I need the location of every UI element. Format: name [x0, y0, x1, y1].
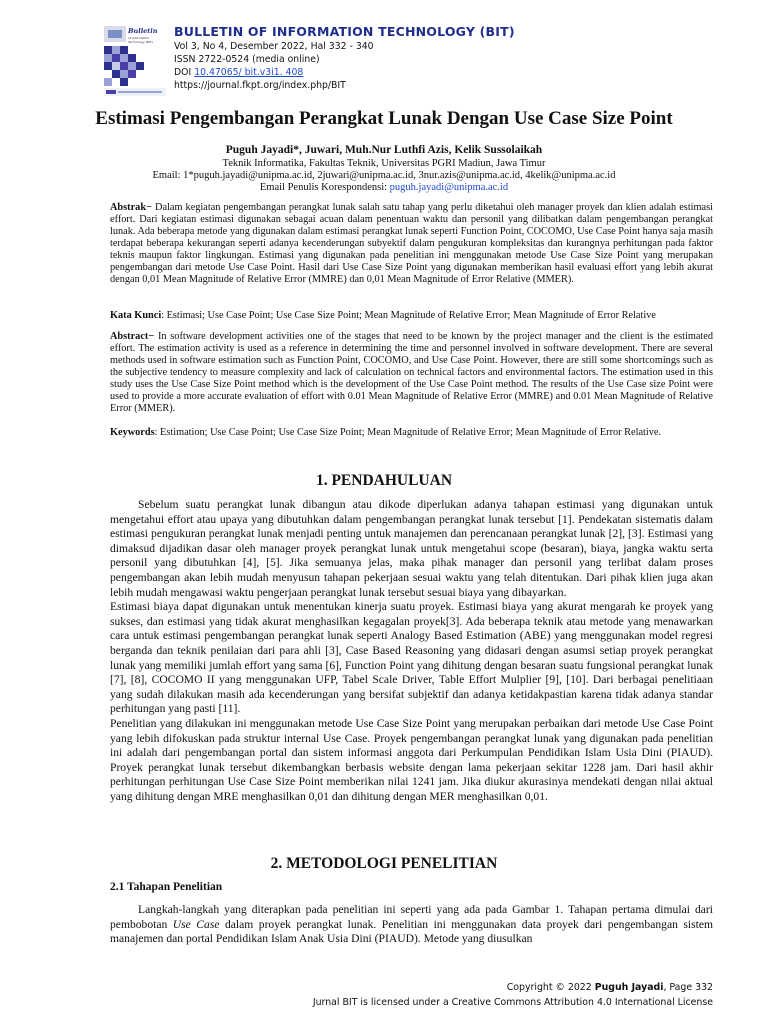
section-1-paragraph-1: Sebelum suatu perangkat lunak dibangun atau dikode diperlukan adanya tahapan estimasi yang digunakan untuk mengetahui effort atau upaya yang dibutuhkan dalam pengembangan perangkat lunak tersebut [1]. Pendekatan sistematis dalam estimasi pengukuran perangkat lunak menjadi penting untuk manajemen dan perencanaan perangkat lunak [2], [3]. Estimasi yang dimaksud dijadikan dasar oleh manager proyek perangkat lunak untuk mengetahui scope (besaran), biaya, jangka waktu serta personil yang dibutuhkan [4], [5]. Jika semuanya jelas, maka pihak manager dan personil yang terlibat dalam proses pengembangan akan lebih mudah menyusun tahapan pekerjaan sesuai waktu yang telah ditentukan. Dari pihak klien juga akan lebih mudah mengawasi waktu pengerjaan perangkat lunak tersebut sesuai biaya yang dibayarkan.	[110, 498, 713, 599]
doi-line	[174, 67, 303, 78]
journal-name: BULLETIN OF INFORMATION TECHNOLOGY (BIT)	[174, 24, 515, 39]
abstrak-text: Dalam kegiatan pengembangan perangkat lunak salah satu tahap yang perlu diketahui oleh manager proyek dan klien adalah estimasi effort. Dari kegiatan estimasi digunakan sebagai acuan dalam penentuan waktu dan personil yang dilibatkan dalam pengembangan perangkat lunak. Ada beberapa metode yang digunakan dalam estimasi perangkat lunak seperti Function Point, COCOMO, Use Case Point hanya saja masih terdapat beberapa kekurangan seperti adanya kecenderungan subyektif dalam pengukuran kompleksitas dan kurangnya perhitungan pada faktor teknis maupun faktor lingkungan. Estimasi yang digunakan pada penelitian ini menggunakan metode Use Case Size Point yang merupakan pengembangan dari metode Use Case Point. Hasil dari Use Case Size Point yang digunakan memberikan hasil evaluasi effort yang lebih akurat dengan 0,01 Mean Magnitude of Relative Error (MMRE) dan 0,01 Mean Magnitude of Error Relative (MMER).	[110, 202, 713, 285]
kata-kunci-text: : Estimasi; Use Case Point; Use Case Size Point; Mean Magnitude of Relative Error; Mean Magnitude of Error Relative	[161, 310, 656, 321]
journal-url[interactable]: https://journal.fkpt.org/index.php/BIT	[174, 80, 346, 91]
section-1-body	[110, 498, 713, 804]
footer-license: Jurnal BIT is licensed under a Creative Commons Attribution 4.0 International License	[312, 997, 713, 1008]
abstract-text: In software development activities one of the stages that need to be known by the project manager and the client is the estimated effort. The estimation activity is used as a reference in determining the time and personnel involved in software development. There are several methods used in software estimation such as Function Point, COCOMO, and Use Case Point. However, there are still some shortcomings such as the subjective tendency to measure complexity and lack of calculation on technical factors and environmental factors. The estimation used in this study uses the Use Case Size Point method which is the development of the Use Case Point method. The results of the Use Case size Point were used to provide a more accurate evaluation of effort with 0.01 Mean Magnitude of Relative Error (MMRE) and 0.01 Mean Magnitude of Relative Error (MMER).	[110, 331, 713, 414]
keywords-label: Keywords	[110, 427, 155, 438]
svg-text:Technology (BIT): Technology (BIT)	[128, 40, 153, 44]
footer-copyright	[507, 982, 713, 993]
correspondent-email[interactable]: puguh.jayadi@unipma.ac.id	[389, 182, 509, 193]
paper-authors: Puguh Jayadi*, Juwari, Muh.Nur Luthfi Azis, Kelik Sussolaikah	[225, 144, 543, 156]
journal-header	[104, 18, 724, 98]
abstract-label: Abstract−	[110, 331, 155, 342]
copyright-author: Puguh Jayadi	[594, 982, 664, 993]
paper-title: Estimasi Pengembangan Perangkat Lunak Dengan Use Case Size Point	[95, 108, 673, 129]
use-case-term: Use Case	[172, 917, 220, 931]
abstrak-block	[110, 202, 713, 286]
kata-kunci-label: Kata Kunci	[110, 310, 162, 321]
keywords-block	[110, 427, 713, 439]
copyright-prefix: Copyright © 2022	[506, 982, 595, 993]
abstrak-label: Abstrak−	[110, 202, 152, 213]
section-1-paragraph-3: Penelitian yang dilakukan ini menggunakan metode Use Case Size Point yang merupakan perbaikan dari metode Use Case Point yang lebih difokuskan pada struktur internal Use Case. Proyek pengembangan perangkat lunak yang digunakan pada penelitian ini adalah dari pengembangan portal dan sistem informasi anggota dari Perkumpulan Pendidikan Islam Usia Dini (PIAUD). Proyek perangkat lunak tersebut dikembangkan berbasis website dengan lama pekerjaan sekitar 1228 jam. Dari hasil akhir perhitungan perhitungan Use Case Size Point memberikan nilai 1241 jam. Jika diukur akurasinya mendekati dengan nilai aktual yang dihitung dengan MRE menghasilkan 0,01 dan dihitung dengan MER menghasilkan 0,01.	[110, 716, 713, 803]
doi-link[interactable]: 10.47065/ bit.v3i1. 408	[194, 67, 304, 78]
affiliation: Teknik Informatika, Fakultas Teknik, Universitas PGRI Madiun, Jawa Timur	[222, 158, 546, 169]
keywords-text: : Estimation; Use Case Point; Use Case Size Point; Mean Magnitude of Relative Error; Mean Magnitude of Error Relative.	[154, 427, 662, 438]
section-2-1-heading: 2.1 Tahapan Penelitian	[110, 881, 223, 893]
volume-line: Vol 3, No 4, Desember 2022, Hal 332 - 340	[174, 41, 374, 52]
svg-text:of Information: of Information	[128, 36, 150, 40]
journal-logo	[104, 24, 166, 98]
section-2-heading: 2. METODOLOGI PENELITIAN	[270, 855, 498, 872]
page-number: , Page 332	[663, 982, 713, 993]
section-1-paragraph-2: Estimasi biaya dapat digunakan untuk menentukan kinerja suatu proyek. Estimasi biaya yang akurat mengarah ke proyek yang sukses, dan estimasi yang tidak akurat menghasilkan kegagalan proyek[3]. Ada beberapa teknik atau metode yang menawarkan cara untuk estimasi pengembangan perangkat lunak seperti Analogy Based Estimation (ABE) yang menggunakan model regresi berganda dan teknik penilaian dari para ahli [3], Case Based Reasoning yang didasari dengan asumsi setiap proyek perangkat lunak yang memiliki jumlah effort yang sama [6], Function Point yang dihitung dengan besaran suatu fungsional perangkat lunak [7], [8], COCOMO II yang menggunakan UFP, Tabel Scale Driver, Table Effort Mulplier [9], [10]. Dari berbagai penelitiaan yang sudah dilakukan masih ada kecenderungan yang bersifat subjektif dan adanya ketidakpastian karena tidak adanya standar perhitungan yang pasti [11].	[110, 600, 713, 716]
correspondent-line	[0, 182, 768, 193]
svg-text:Bulletin: Bulletin	[128, 27, 158, 35]
section-2-text-a: Langkah-langkah yang diterapkan pada penelitian ini seperti yang ada pada Gambar 1. Tahapan pertama dimulai dari pembobotan	[110, 903, 713, 931]
journal-logo-graphic	[104, 24, 166, 98]
section-2-text-b: dalam proyek perangkat lunak. Penelitian ini menggunakan data proyek dari pengembangan sistem manajemen dan portal Pendidikan Islam Anak Usia Dini (PIAUD). Metode yang diusulkan	[110, 917, 714, 946]
kata-kunci-block	[110, 310, 713, 322]
correspondent-label: Email Penulis Korespondensi:	[259, 182, 390, 193]
section-2-1-body	[110, 903, 713, 947]
issn-line: ISSN 2722-0524 (media online)	[174, 54, 320, 65]
section-1-heading: 1. PENDAHULUAN	[315, 472, 453, 489]
doi-prefix: DOI	[174, 67, 195, 78]
section-2-paragraph-1	[110, 903, 713, 947]
abstract-block	[110, 331, 713, 415]
author-emails: Email: 1*puguh.jayadi@unipma.ac.id, 2juwari@unipma.ac.id, 3nur.azis@unipma.ac.id, 4kelik@unipma.ac.id	[152, 170, 616, 181]
